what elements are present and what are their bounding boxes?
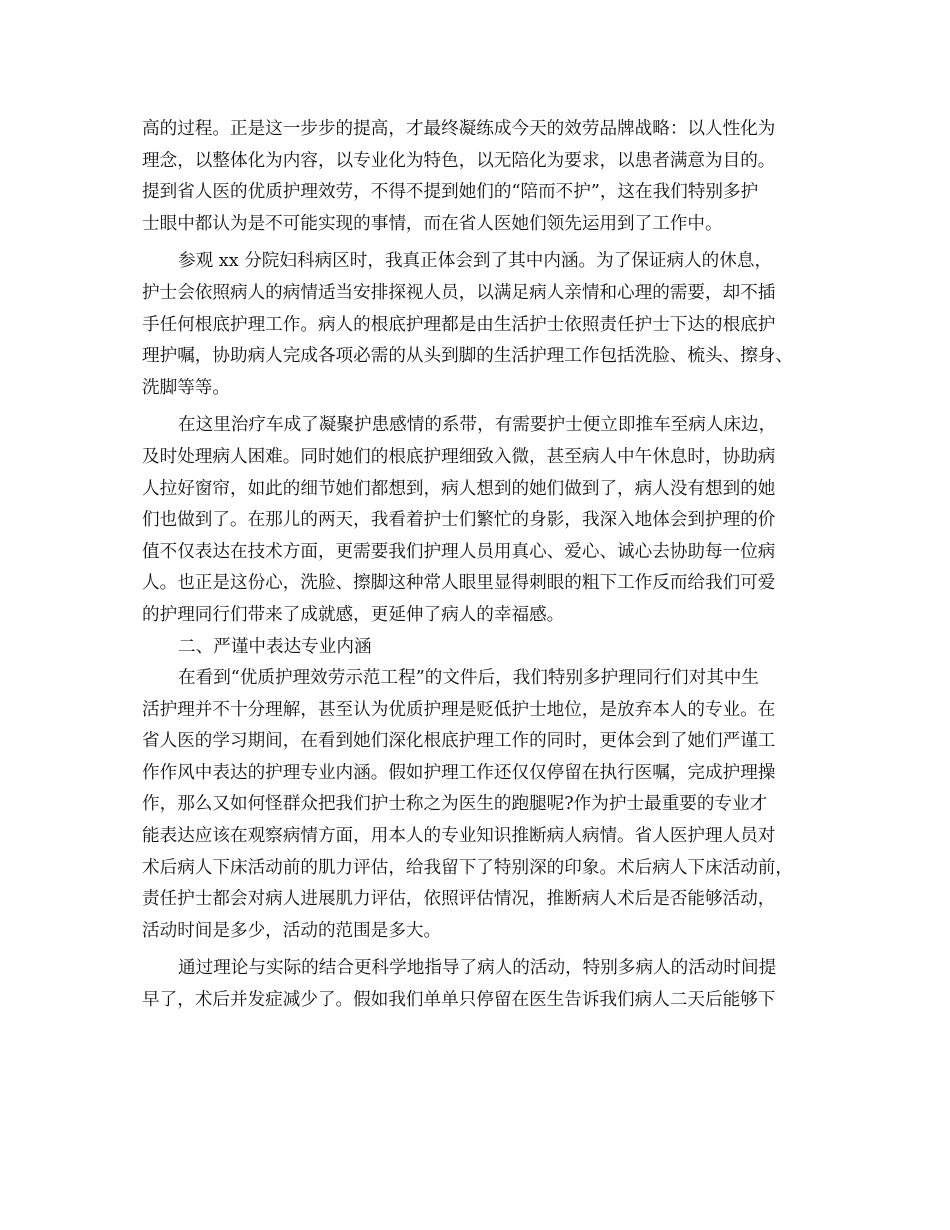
text-line: 早了，术后并发症减少了。假如我们单单只停留在医生告诉我们病人二天后能够下 [142,990,776,1011]
text-line: 人。也正是这份心，洗脸、擦脚这种常人眼里显得刺眼的粗下工作反而给我们可爱 [142,573,776,594]
paragraph [142,663,814,947]
text-line: 手任何根底护理工作。病人的根底护理都是由生活护士依照责任护士下达的根底护 [142,314,776,335]
text-line: 活动时间是多少，活动的范围是多大。 [142,920,442,941]
paragraph [142,953,814,1016]
text-line: 能表达应该在观察病情方面，用本人的专业知识推断病人病情。省人医护理人员对 [142,826,776,847]
text-line: 提到省人医的优质护理效劳，不得不提到她们的“陪而不护”，这在我们特别多护 [142,182,759,203]
text-line: 通过理论与实际的结合更科学地指导了病人的活动，特别多病人的活动时间提 [178,958,777,979]
text-line: 高的过程。正是这一步步的提高，才最终凝练成今天的效劳品牌战略：以人性化为 [142,119,776,139]
paragraph [142,246,814,404]
text-line: 参观 xx 分院妇科病区时，我真正体会到了其中内涵。为了保证病人的休息， [178,251,773,272]
paragraph [142,114,814,240]
text-line: 在看到“优质护理效劳示范工程”的文件后，我们特别多护理同行们对其中生 [178,668,759,689]
text-line: 省人医的学习期间，在看到她们深化根底护理工作的同时，更体会到了她们严谨工 [142,731,776,752]
text-line: 洗脚等等。 [142,377,230,398]
text-line: 及时处理病人困难。同时她们的根底护理细致入微，甚至病人中午休息时，协助病 [142,446,776,467]
section-heading [142,632,814,664]
text-line: 的护理同行们带来了成就感，更延伸了病人的幸福感。 [142,604,565,625]
text-line: 责任护士都会对病人进展肌力评估，依照评估情况，推断病人术后是否能够活动， [142,889,776,910]
text-line: 作作风中表达的护理专业内涵。假如护理工作还仅仅停留在执行医嘱，完成护理操 [142,762,776,783]
text-line: 理念，以整体化为内容，以专业化为特色，以无陪化为要求，以患者满意为目的。 [142,150,776,171]
text-line: 作，那么又如何怪群众把我们护士称之为医生的跑腿呢?作为护士最重要的专业才 [142,794,768,815]
text-line: 值不仅表达在技术方面，更需要我们护理人员用真心、爱心、诚心去协助每一位病 [142,541,776,562]
paragraph [142,410,814,631]
text-line: 护士会依照病人的病情适当安排探视人员，以满足病人亲情和心理的需要，却不插 [142,282,776,303]
section-heading-text: 二、严谨中表达专业内涵 [178,636,372,657]
text-line: 活护理并不十分理解，甚至认为优质护理是贬低护士地位，是放弃本人的专业。在 [142,699,776,720]
text-line: 理护嘱，协助病人完成各项必需的从头到脚的生活护理工作包括洗脸、梳头、擦身、 [142,346,793,367]
text-line: 术后病人下床活动前的肌力评估，给我留下了特别深的印象。术后病人下床活动前， [142,857,793,878]
text-line: 士眼中都认为是不可能实现的事情，而在省人医她们领先运用到了工作中。 [142,213,723,234]
document-page [142,114,814,1017]
text-line: 在这里治疗车成了凝聚护患感情的系带，有需要护士便立即推车至病人床边， [178,415,777,436]
text-line: 们也做到了。在那儿的两天，我看着护士们繁忙的身影，我深入地体会到护理的价 [142,510,776,531]
text-line: 人拉好窗帘，如此的细节她们都想到，病人想到的她们做到了，病人没有想到的她 [142,478,776,499]
